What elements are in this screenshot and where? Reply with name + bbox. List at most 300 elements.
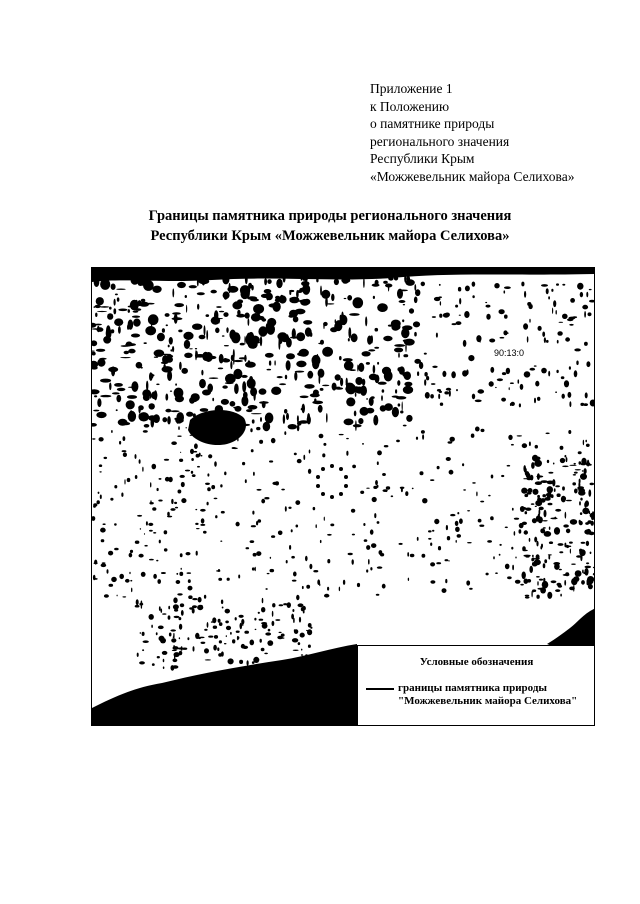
vegetation-speckle [200,509,206,512]
vegetation-speckle [122,422,131,425]
vegetation-speckle [501,475,504,477]
vegetation-speckle [135,454,137,459]
vegetation-speckle [168,477,172,482]
vegetation-speckle [97,359,105,367]
vegetation-speckle [437,466,440,469]
vegetation-speckle [446,388,451,391]
vegetation-speckle [265,353,274,358]
vegetation-speckle [164,459,169,461]
vegetation-speckle [539,579,543,581]
vegetation-speckle [587,581,590,585]
vegetation-speckle [163,666,165,669]
vegetation-speckle [351,509,355,513]
vegetation-speckle [152,464,157,470]
vegetation-speckle [472,482,476,484]
vegetation-speckle [515,580,521,584]
vegetation-speckle [236,522,240,527]
vegetation-speckle [198,279,209,285]
vegetation-speckle [561,376,565,379]
vegetation-speckle [258,612,260,614]
vegetation-speckle [195,509,197,510]
vegetation-speckle [377,461,379,465]
vegetation-speckle [449,470,454,475]
vegetation-speckle [303,320,312,325]
vegetation-speckle [563,574,570,576]
vegetation-speckle [117,297,120,301]
vegetation-speckle [128,320,134,330]
vegetation-speckle [582,508,589,515]
vegetation-speckle [527,476,532,477]
vegetation-speckle [505,527,508,529]
vegetation-speckle [326,413,328,423]
vegetation-speckle [544,559,547,563]
vegetation-speckle [514,518,519,520]
vegetation-speckle [92,351,95,352]
vegetation-speckle [139,302,149,307]
vegetation-speckle [165,313,170,317]
vegetation-speckle [144,533,145,534]
vegetation-speckle [379,550,383,555]
vegetation-speckle [261,607,265,612]
vegetation-speckle [234,384,239,395]
vegetation-speckle [595,569,596,572]
vegetation-speckle [346,383,354,387]
vegetation-speckle [175,419,184,423]
vegetation-speckle [123,452,127,457]
vegetation-speckle [235,416,243,418]
vegetation-speckle [151,625,153,628]
vegetation-speckle [240,343,245,346]
vegetation-speckle [523,465,526,472]
vegetation-speckle [246,409,252,412]
vegetation-speckle [586,444,590,447]
vegetation-speckle [588,312,592,316]
vegetation-speckle [218,578,222,581]
vegetation-speckle [186,412,193,417]
vegetation-speckle [330,524,334,527]
vegetation-speckle [393,323,397,328]
vegetation-speckle [566,545,569,548]
vegetation-speckle [136,599,139,605]
vegetation-speckle [459,315,461,316]
vegetation-speckle [222,275,229,284]
vegetation-speckle [291,614,294,620]
vegetation-speckle [344,361,354,371]
vegetation-speckle [319,434,324,439]
vegetation-speckle [204,648,209,653]
vegetation-speckle [570,298,575,303]
vegetation-speckle [228,415,231,418]
vegetation-speckle [226,635,227,637]
vegetation-speckle [501,398,506,402]
vegetation-speckle [421,282,425,287]
vegetation-speckle [167,512,170,517]
vegetation-speckle [97,500,100,504]
vegetation-speckle [272,603,275,607]
vegetation-speckle [219,640,222,643]
vegetation-speckle [241,428,243,432]
vegetation-speckle [346,451,348,456]
vegetation-speckle [375,280,379,286]
vegetation-speckle [173,646,179,650]
vegetation-speckle [398,353,400,358]
vegetation-speckle [552,308,553,314]
vegetation-speckle [226,327,228,333]
vegetation-speckle [252,390,256,395]
vegetation-speckle [278,531,283,536]
vegetation-speckle [196,528,200,529]
vegetation-speckle [215,405,223,413]
vegetation-speckle [424,379,426,386]
vegetation-speckle [352,559,354,565]
vegetation-speckle [96,349,105,352]
vegetation-speckle [524,371,531,377]
vegetation-speckle [241,644,245,649]
vegetation-speckle [226,626,231,630]
vegetation-speckle [332,383,337,391]
vegetation-speckle [520,584,524,586]
legend-item-line: "Можжевельник майора Селихова" [398,695,578,707]
vegetation-speckle [531,462,535,469]
vegetation-speckle [267,369,272,371]
vegetation-speckle [410,554,415,557]
vegetation-speckle [344,298,347,299]
vegetation-speckle [204,352,212,362]
vegetation-speckle [221,511,225,514]
vegetation-speckle [417,371,419,376]
vegetation-speckle [422,434,424,440]
vegetation-speckle [478,519,482,523]
vegetation-speckle [406,275,410,283]
vegetation-speckle [186,305,187,313]
vegetation-speckle [232,639,235,643]
vegetation-speckle [290,311,299,316]
vegetation-speckle [307,416,311,425]
vegetation-speckle [525,596,530,598]
vegetation-speckle [277,663,283,665]
vegetation-speckle [193,413,196,417]
vegetation-speckle [546,433,550,435]
vegetation-speckle [242,462,245,465]
vegetation-speckle [519,403,521,407]
vegetation-speckle [592,511,594,515]
vegetation-speckle [289,291,291,295]
vegetation-speckle [568,430,571,434]
vegetation-speckle [593,567,595,569]
vegetation-speckle [219,622,223,626]
vegetation-speckle [320,388,324,391]
vegetation-speckle [132,316,140,318]
vegetation-speckle [178,490,182,494]
vegetation-speckle [408,578,409,581]
vegetation-speckle [574,370,578,377]
vegetation-speckle [515,557,516,559]
vegetation-speckle [172,288,174,297]
vegetation-speckle [546,340,549,343]
vegetation-speckle [574,472,578,474]
vegetation-speckle [231,355,234,361]
vegetation-speckle [240,623,243,629]
vegetation-speckle [205,483,210,485]
vegetation-speckle [570,519,577,525]
vegetation-speckle [430,394,434,398]
vegetation-speckle [301,649,302,651]
vegetation-speckle [448,441,453,443]
vegetation-speckle [100,379,111,383]
vegetation-speckle [114,548,119,551]
vegetation-speckle [253,304,264,314]
vegetation-speckle [272,302,280,312]
vegetation-speckle [392,396,399,398]
vegetation-speckle [512,508,514,511]
vegetation-speckle [388,325,393,327]
vegetation-speckle [543,527,546,529]
vegetation-speckle [392,407,399,417]
vegetation-speckle [584,502,587,508]
vegetation-speckle [250,640,255,646]
vegetation-speckle [128,349,135,354]
vegetation-speckle [308,645,311,648]
vegetation-speckle [179,459,183,462]
vegetation-speckle [512,565,514,570]
vegetation-speckle [244,355,246,362]
vegetation-speckle [502,372,506,375]
vegetation-speckle [442,371,446,377]
vegetation-speckle [138,275,147,286]
vegetation-speckle [569,465,576,466]
vegetation-speckle [272,482,277,485]
vegetation-speckle [370,567,372,570]
vegetation-speckle [104,457,108,459]
boundary-line-symbol [366,688,394,690]
vegetation-speckle [406,415,412,422]
vegetation-speckle [100,528,106,533]
vegetation-speckle [561,496,566,503]
vegetation-speckle [172,317,183,320]
vegetation-speckle [131,381,138,392]
vegetation-speckle [256,521,258,525]
vegetation-speckle [355,393,357,397]
vegetation-speckle [95,313,97,317]
vegetation-speckle [312,401,323,405]
vegetation-speckle [416,437,418,440]
vegetation-speckle [552,479,555,486]
vegetation-speckle [457,512,459,514]
vegetation-speckle [495,387,497,388]
vegetation-speckle [172,650,177,651]
vegetation-speckle [220,541,222,542]
vegetation-speckle [394,276,398,280]
vegetation-speckle [476,492,477,497]
vegetation-speckle [553,562,560,565]
vegetation-speckle [144,424,150,428]
vegetation-speckle [506,368,510,374]
vegetation-speckle [346,438,349,439]
vegetation-speckle [567,318,573,321]
vegetation-speckle [258,665,264,669]
vegetation-speckle [550,518,557,520]
vegetation-speckle [267,640,273,646]
vegetation-speckle [296,595,299,600]
vegetation-speckle [543,520,548,521]
vegetation-speckle [162,355,168,364]
vegetation-speckle [556,283,559,285]
vegetation-speckle [335,319,336,323]
vegetation-speckle [207,622,209,628]
vegetation-speckle [316,278,318,282]
vegetation-speckle [504,286,511,289]
vegetation-speckle [294,453,297,456]
vegetation-speckle [191,458,194,461]
vegetation-speckle [212,617,216,623]
vegetation-speckle [399,543,403,545]
vegetation-speckle [536,541,538,547]
vegetation-speckle [363,277,365,288]
vegetation-speckle [481,429,485,432]
vegetation-speckle [371,335,373,343]
vegetation-speckle [275,296,280,300]
vegetation-speckle [92,323,96,328]
vegetation-speckle [450,514,455,516]
vegetation-speckle [351,333,358,342]
vegetation-speckle [488,495,490,497]
vegetation-speckle [373,486,377,489]
vegetation-speckle [169,337,173,345]
vegetation-speckle [245,479,247,483]
vegetation-speckle [129,572,130,574]
vegetation-speckle [194,443,198,449]
vegetation-speckle [268,629,271,632]
vegetation-speckle [403,386,413,394]
title-line: Республики Крым «Можжевельник майора Селихова» [150,228,510,244]
vegetation-speckle [142,632,145,636]
vegetation-speckle [109,383,111,391]
vegetation-speckle [525,511,528,514]
vegetation-speckle [507,576,512,579]
vegetation-speckle [100,395,111,397]
vegetation-speckle [397,289,403,299]
vegetation-speckle [382,473,386,476]
vegetation-speckle [517,435,522,436]
vegetation-speckle [553,463,555,465]
vegetation-speckle [216,570,220,572]
vegetation-speckle [306,585,310,589]
vegetation-speckle [380,405,387,411]
vegetation-speckle [307,629,312,635]
vegetation-speckle [220,484,222,487]
vegetation-speckle [377,566,382,568]
vegetation-speckle [319,583,320,586]
vegetation-speckle [585,440,587,443]
vegetation-speckle [493,556,495,559]
vegetation-speckle [135,300,137,305]
vegetation-speckle [537,581,538,586]
vegetation-speckle [294,629,298,634]
vegetation-speckle [522,522,527,525]
vegetation-speckle [189,607,194,609]
vegetation-speckle [152,507,156,511]
vegetation-speckle [118,326,121,334]
vegetation-speckle [301,352,308,356]
vegetation-speckle [223,312,228,317]
vegetation-speckle [575,469,581,470]
vegetation-speckle [296,361,306,368]
vegetation-speckle [323,443,326,446]
vegetation-speckle [554,527,560,535]
vegetation-speckle [469,588,473,590]
vegetation-speckle [476,335,481,342]
vegetation-speckle [94,395,97,397]
vegetation-speckle [532,562,535,565]
vegetation-speckle [126,400,135,409]
vegetation-speckle [292,638,298,642]
vegetation-speckle [168,615,171,619]
vegetation-speckle [222,385,227,388]
vegetation-speckle [580,512,582,515]
vegetation-speckle [578,488,585,493]
vegetation-speckle [534,365,537,366]
vegetation-speckle [214,461,217,467]
vegetation-speckle [251,285,254,291]
vegetation-speckle [171,441,177,445]
vegetation-speckle [480,338,481,343]
vegetation-speckle [245,275,248,284]
vegetation-speckle [270,569,275,572]
legend-item-line: границы памятника природы [398,682,547,694]
vegetation-speckle [175,383,177,385]
appendix-line: к Положению [370,98,450,114]
vegetation-speckle [163,659,165,663]
vegetation-speckle [587,460,589,467]
vegetation-speckle [557,493,561,497]
vegetation-speckle [548,296,550,299]
vegetation-speckle [463,340,467,347]
vegetation-speckle [560,446,564,450]
vegetation-speckle [373,415,378,426]
vegetation-speckle [121,493,123,497]
vegetation-speckle [310,393,320,397]
vegetation-speckle [197,466,200,468]
vegetation-speckle [230,632,232,635]
vegetation-speckle [537,397,540,401]
vegetation-speckle [264,653,268,655]
vegetation-speckle [157,579,161,584]
vegetation-speckle [472,282,476,287]
vegetation-speckle [97,326,100,332]
vegetation-speckle [451,371,456,378]
vegetation-speckle [277,332,287,340]
vegetation-speckle [165,394,168,401]
vegetation-speckle [370,529,374,534]
vegetation-speckle [285,375,287,380]
vegetation-speckle [274,360,275,365]
vegetation-speckle [320,540,322,543]
vegetation-speckle [148,523,153,526]
vegetation-speckle [548,472,553,474]
vegetation-speckle [103,523,106,525]
vegetation-speckle [355,377,362,385]
vegetation-speckle [530,368,536,371]
vegetation-speckle [432,530,434,532]
vegetation-speckle [258,316,264,320]
vegetation-speckle [122,596,126,597]
vegetation-speckle [302,586,304,589]
vegetation-speckle [456,389,458,391]
vegetation-speckle [261,648,265,652]
vegetation-speckle [275,619,280,621]
vegetation-speckle [244,336,245,345]
vegetation-speckle [520,506,525,512]
